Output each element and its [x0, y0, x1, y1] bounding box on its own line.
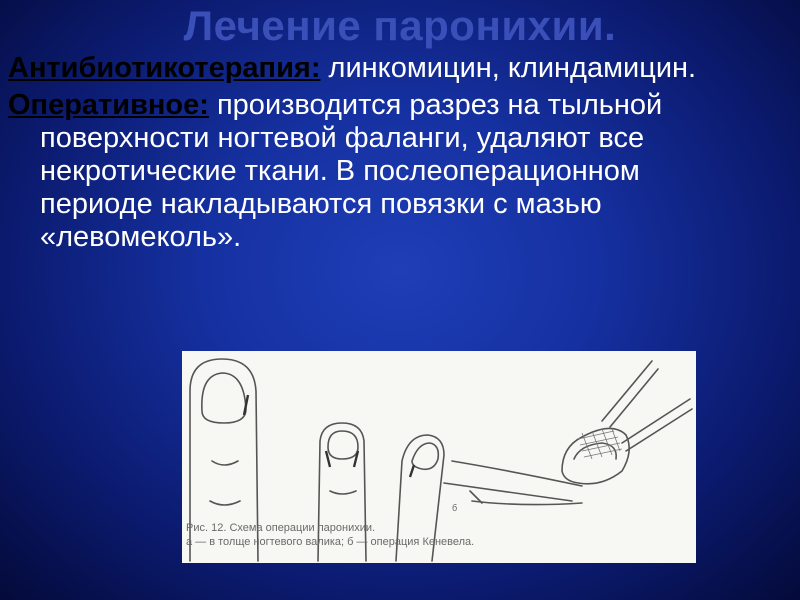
finger-tip-operated — [562, 428, 629, 483]
paragraph-surgery — [8, 89, 728, 254]
surgery-illustration — [182, 351, 696, 563]
caption-line-1: Рис. 12. Схема операции паронихии. — [186, 522, 376, 534]
paragraph-antibiotics — [8, 52, 728, 85]
paragraph-label: Оперативное: — [8, 89, 209, 121]
nail-outline-tilted — [412, 443, 438, 469]
paragraph-text: производится разрез на тыльной поверхности ногтевой фаланги, удаляют все некротические ткани. В послеоперационном периоде накладываются повязки с мазью «левомеколь». — [40, 89, 663, 253]
slide-body — [8, 52, 728, 258]
slide-title: Лечение паронихии. — [183, 2, 617, 49]
label-b: б — [452, 503, 458, 513]
caption-line-2: а — в толще ногтевого валика; б — операция Кеневела. — [186, 536, 475, 548]
forceps-line — [602, 361, 652, 421]
paragraph-label: Антибиотикотерапия: — [8, 52, 321, 84]
nail-outline-small — [328, 431, 358, 459]
paragraph-text: линкомицин, клиндамицин. — [320, 52, 697, 84]
figure-caption — [186, 521, 686, 549]
nail-outline-large — [202, 373, 246, 423]
